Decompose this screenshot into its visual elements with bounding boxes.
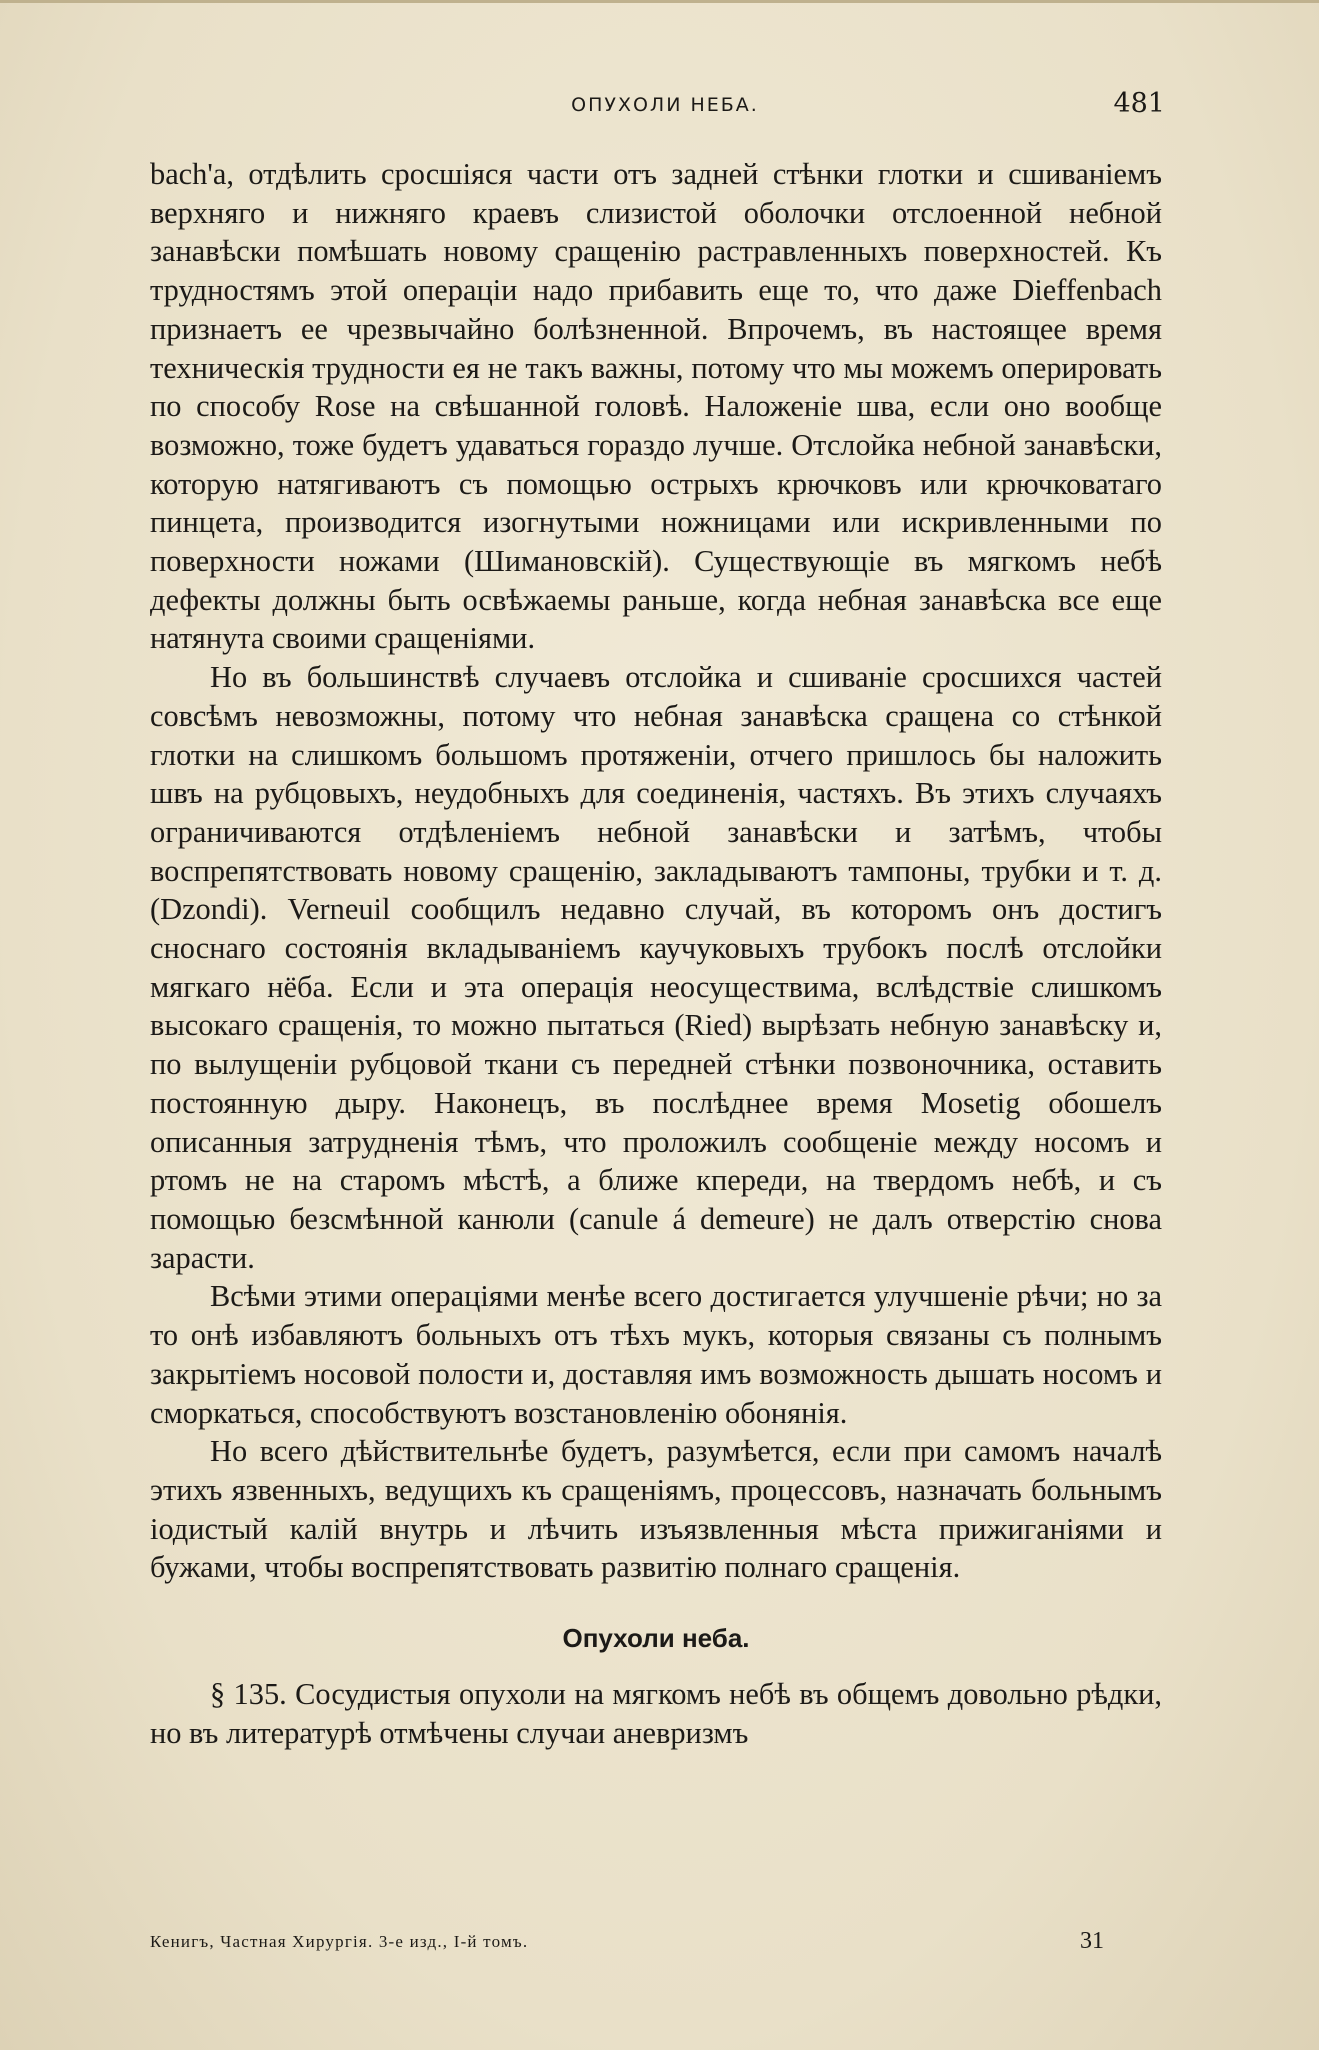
paragraph-2: Но въ большинствѣ случаевъ отслойка и сшиваніе сросшихся частей совсѣмъ невозможны, потому что небная занавѣска сращена со стѣнкой глотки на слишкомъ большомъ протяженіи, отчего пришлось бы наложить швъ на рубцовыхъ, неудобныхъ для соединенія, частяхъ. Въ этихъ случаяхъ ограничиваются отдѣленіемъ небной занавѣски и затѣмъ, чтобы воспрепятствовать новому сращенію, закладываютъ тампоны, трубки и т. д. (Dzondi). Verneuil сообщилъ недавно случай, въ которомъ онъ достигъ сноснаго состоянія вкладываніемъ каучуковыхъ трубокъ послѣ отслойки мягкаго нёба. Если и эта операція неосуществима, вслѣдствіе слишкомъ высокаго сращенія, то можно пытаться (Ried) вырѣзать небную занавѣску и, по вылущеніи рубцовой ткани съ передней стѣнки позвоночника, оставить постоянную дыру. Наконецъ, въ послѣднее время Mosetig обошелъ описанныя затрудненія тѣмъ, что проложилъ сообщеніе между носомъ и ртомъ не на старомъ мѣстѣ, а ближе кпереди, на твердомъ небѣ, и съ помощью безсмѣнной канюли (canule á demeure) не далъ отверстію снова зарасти. (150, 660, 1162, 1275)
paragraph-4: Но всего дѣйствительнѣе будетъ, разумѣется, если при самомъ началѣ этихъ язвенныхъ, ведущихъ къ сращеніямъ, процессовъ, назначать больнымъ іодистый калій внутрь и лѣчить изъязвленныя мѣста прижиганіями и бужами, чтобы воспрепятствовать развитію полнаго сращенія. (150, 1434, 1162, 1585)
paragraph-3: Всѣми этими операціями менѣе всего достигается улучшеніе рѣчи; но за то онѣ избавляютъ больныхъ отъ тѣхъ мукъ, которыя связаны съ полнымъ закрытіемъ носовой полости и, доставляя имъ возможность дышать носомъ и сморкаться, способствуютъ возстановленію обонянія. (150, 1279, 1162, 1430)
page-edge (0, 0, 1319, 3)
section-paragraph: § 135. Сосудистыя опухоли на мягкомъ небѣ въ общемъ довольно рѣдки, но въ литературѣ отмѣчены случаи аневризмъ (150, 1677, 1162, 1750)
page-footer (150, 1928, 1150, 1958)
running-title: ОПУХОЛИ НЕБА. (571, 94, 759, 116)
section-heading: Опухоли неба. (562, 1623, 750, 1654)
body-text (150, 155, 1162, 1752)
paragraph-1: bach'а, отдѣлить сросшіяся части отъ задней стѣнки глотки и сшиваніемъ верхняго и нижняго краевъ слизистой оболочки отслоенной небной занавѣски помѣшать новому сращенію растравленныхъ поверхностей. Къ трудностямъ этой операціи надо прибавить еще то, что даже Dieffenbach признаетъ ее чрезвычайно болѣзненной. Впрочемъ, въ настоящее время техническія трудности ея не такъ важны, потому что мы можемъ оперировать по способу Rose на свѣшанной головѣ. Наложеніе шва, если оно вообще возможно, тоже будетъ удаваться гораздо лучше. Отслойка небной занавѣски, которую натягиваютъ съ помощью острыхъ крючковъ или крючковатаго пинцета, производится изогнутыми ножницами или искривленными по поверхности ножами (Шимановскій). Существующіе въ мягкомъ небѣ дефекты должны быть освѣжаемы раньше, когда небная занавѣска все еще натянута своими сращеніями. (150, 157, 1162, 656)
footer-sheet-number: 31 (1080, 1928, 1104, 1954)
page-number: 481 (1113, 88, 1165, 119)
footer-signature: Кенигъ, Частная Хирургія. 3-е изд., I-й томъ. (150, 1932, 529, 1951)
page-header (165, 88, 1165, 124)
